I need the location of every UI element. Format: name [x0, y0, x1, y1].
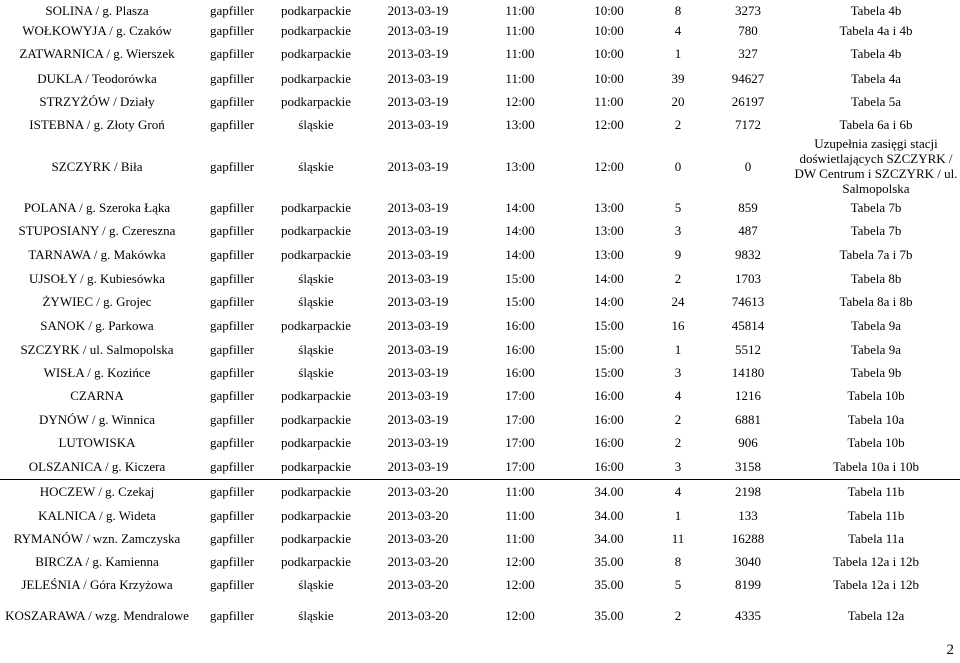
location-cell: WOŁKOWYJA / g. Czaków — [22, 22, 172, 38]
count-cell: 11 — [671, 531, 685, 546]
date-cell: 2013-03-20 — [387, 531, 449, 546]
table-row — [0, 266, 960, 290]
operator-cell: gapfiller — [209, 507, 255, 523]
location-cell: HOCZEW / g. Czekaj — [0, 479, 194, 503]
region-cell: podkarpackie — [280, 411, 352, 427]
time-start-cell: 12:00 — [505, 554, 535, 569]
count-cell: 4 — [674, 22, 682, 38]
table-row — [0, 503, 960, 527]
count-cell: 4 — [652, 479, 704, 503]
population-cell: 74613 — [731, 294, 765, 309]
operator-cell: gapfiller — [209, 458, 255, 474]
table-row — [0, 384, 960, 407]
time-start-cell: 12:00 — [505, 94, 535, 109]
operator-cell: gapfiller — [209, 117, 255, 132]
time-end-cell: 10:00 — [594, 2, 624, 18]
table-row — [0, 596, 960, 634]
region-cell: podkarpackie — [270, 479, 362, 503]
location-cell: JELEŚNIA / Góra Krzyżowa — [21, 577, 173, 592]
operator-cell: gapfiller — [209, 365, 255, 380]
date-cell: 2013-03-19 — [387, 411, 449, 427]
region-cell: podkarpackie — [280, 22, 352, 38]
note-cell: Tabela 8b — [850, 270, 902, 286]
operator-cell: gapfiller — [209, 554, 255, 569]
time-start-cell: 17:00 — [505, 411, 535, 427]
time-end-cell: 12:00 — [594, 158, 624, 174]
region-cell: podkarpackie — [280, 199, 352, 215]
operator-cell: gapfiller — [209, 317, 255, 333]
time-start-cell: 11:00 — [474, 479, 566, 503]
operator-cell: gapfiller — [209, 158, 255, 174]
population-cell: 859 — [738, 199, 758, 215]
operator-cell: gapfiller — [209, 94, 255, 109]
region-cell: podkarpackie — [280, 94, 352, 109]
operator-cell: gapfiller — [209, 341, 255, 357]
table-row — [0, 550, 960, 573]
location-cell: CZARNA — [70, 388, 124, 403]
population-cell: 0 — [744, 158, 752, 174]
time-end-cell: 34.00 — [594, 507, 624, 523]
date-cell: 2013-03-19 — [387, 94, 449, 109]
population-cell: 487 — [738, 222, 758, 238]
operator-cell: gapfiller — [209, 411, 255, 427]
region-cell: śląskie — [298, 577, 334, 592]
region-cell: podkarpackie — [280, 435, 352, 450]
location-cell: OLSZANICA / g. Kiczera — [28, 458, 166, 474]
table-row — [0, 527, 960, 550]
date-cell: 2013-03-19 — [387, 2, 449, 18]
note-cell: Tabela 11a — [848, 531, 904, 546]
note-cell: Tabela 9a — [851, 341, 901, 357]
location-cell: DUKLA / Teodorówka — [37, 70, 157, 86]
population-cell: 94627 — [731, 70, 765, 86]
table-row — [0, 454, 960, 479]
population-cell: 4335 — [735, 607, 761, 623]
time-end-cell: 14:00 — [594, 270, 624, 286]
region-cell: podkarpackie — [280, 531, 352, 546]
count-cell: 2 — [674, 270, 682, 286]
note-cell: Tabela 10b — [847, 388, 905, 403]
location-cell: KOSZARAWA / wzg. Mendralowe — [5, 607, 189, 623]
table-row — [0, 573, 960, 596]
count-cell: 5 — [674, 199, 682, 215]
date-cell: 2013-03-19 — [387, 222, 449, 238]
location-cell: POLANA / g. Szeroka Łąka — [23, 199, 171, 215]
time-start-cell: 16:00 — [505, 365, 535, 380]
count-cell: 4 — [674, 388, 682, 403]
count-cell: 2 — [674, 435, 682, 450]
region-cell: podkarpackie — [280, 246, 352, 262]
date-cell: 2013-03-20 — [387, 577, 449, 592]
count-cell: 1 — [674, 341, 682, 357]
operator-cell: gapfiller — [209, 435, 255, 450]
population-cell: 327 — [738, 45, 758, 61]
operator-cell: gapfiller — [209, 199, 255, 215]
table-row — [0, 136, 960, 196]
note-cell: Tabela 11b — [792, 479, 960, 503]
date-cell: 2013-03-19 — [387, 341, 449, 357]
operator-cell: gapfiller — [209, 294, 255, 309]
count-cell: 2 — [674, 411, 682, 427]
time-end-cell: 14:00 — [594, 294, 624, 309]
region-cell: śląskie — [298, 365, 334, 380]
note-cell: Tabela 6a i 6b — [839, 117, 913, 132]
time-start-cell: 11:00 — [505, 507, 535, 523]
date-cell: 2013-03-19 — [387, 246, 449, 262]
region-cell: podkarpackie — [280, 2, 352, 18]
date-cell: 2013-03-19 — [387, 45, 449, 61]
time-start-cell: 11:00 — [505, 45, 535, 61]
time-start-cell: 17:00 — [505, 458, 535, 474]
time-start-cell: 13:00 — [505, 117, 535, 132]
time-start-cell: 17:00 — [505, 435, 535, 450]
note-cell: Tabela 7a i 7b — [839, 246, 913, 262]
count-cell: 8 — [674, 2, 682, 18]
time-end-cell: 15:00 — [594, 365, 624, 380]
time-start-cell: 12:00 — [505, 577, 535, 592]
time-start-cell: 16:00 — [505, 341, 535, 357]
time-end-cell: 16:00 — [594, 458, 624, 474]
note-cell: Tabela 4b — [850, 45, 902, 61]
count-cell: 20 — [671, 94, 685, 109]
operator-cell: gapfiller — [209, 246, 255, 262]
population-cell: 3158 — [735, 458, 761, 474]
date-cell: 2013-03-19 — [387, 117, 449, 132]
note-cell: Tabela 4a i 4b — [839, 22, 913, 38]
population-cell: 1216 — [735, 388, 761, 403]
date-cell: 2013-03-19 — [387, 435, 449, 450]
region-cell: podkarpackie — [280, 507, 352, 523]
table-row — [0, 218, 960, 242]
date-cell: 2013-03-20 — [387, 554, 449, 569]
location-cell: WISŁA / g. Kozińce — [43, 365, 151, 380]
count-cell: 2 — [674, 607, 682, 623]
operator-cell: gapfiller — [209, 70, 255, 86]
location-cell: RYMANÓW / wzn. Zamczyska — [13, 531, 181, 546]
population-cell: 9832 — [735, 246, 761, 262]
note-cell: Tabela 10b — [847, 435, 905, 450]
table-row — [0, 66, 960, 90]
time-end-cell: 12:00 — [594, 117, 624, 132]
time-end-cell: 13:00 — [594, 199, 624, 215]
time-start-cell: 11:00 — [505, 22, 535, 38]
population-cell: 3273 — [735, 2, 761, 18]
time-start-cell: 11:00 — [505, 531, 535, 546]
table-row — [0, 431, 960, 454]
count-cell: 24 — [671, 294, 685, 309]
date-cell: 2013-03-19 — [387, 388, 449, 403]
region-cell: podkarpackie — [280, 458, 352, 474]
location-cell: SOLINA / g. Plasza — [45, 2, 149, 18]
time-end-cell: 13:00 — [594, 246, 624, 262]
date-cell: 2013-03-19 — [387, 22, 449, 38]
population-cell: 6881 — [735, 411, 761, 427]
location-cell: ŻYWIEC / g. Grojec — [42, 294, 152, 309]
population-cell: 5512 — [735, 341, 761, 357]
note-cell: Tabela 12a i 12b — [832, 554, 920, 569]
note-cell: Tabela 10a i 10b — [832, 458, 920, 474]
population-cell: 780 — [738, 22, 758, 38]
table-row — [0, 0, 960, 20]
note-cell: Tabela 4a — [851, 70, 901, 86]
date-cell: 2013-03-19 — [387, 365, 449, 380]
time-start-cell: 17:00 — [505, 388, 535, 403]
operator-cell: gapfiller — [209, 2, 255, 18]
count-cell: 16 — [671, 317, 685, 333]
time-start-cell: 14:00 — [505, 199, 535, 215]
region-cell: śląskie — [298, 341, 334, 357]
count-cell: 1 — [674, 45, 682, 61]
note-cell: Tabela 5a — [851, 94, 901, 109]
operator-cell: gapfiller — [209, 222, 255, 238]
location-cell: STUPOSIANY / g. Czereszna — [18, 222, 176, 238]
population-cell: 133 — [738, 507, 758, 523]
date-cell: 2013-03-19 — [387, 70, 449, 86]
time-end-cell: 15:00 — [594, 317, 624, 333]
count-cell: 8 — [674, 554, 682, 569]
count-cell: 1 — [674, 507, 682, 523]
population-cell: 7172 — [735, 117, 761, 132]
date-cell: 2013-03-19 — [387, 458, 449, 474]
time-end-cell: 34.00 — [594, 531, 624, 546]
population-cell: 8199 — [735, 577, 761, 592]
table-row — [0, 361, 960, 384]
note-cell: Tabela 12a i 12b — [832, 577, 920, 592]
date-cell: 2013-03-19 — [387, 294, 449, 309]
time-end-cell: 13:00 — [594, 222, 624, 238]
time-end-cell: 35.00 — [594, 607, 624, 623]
time-end-cell: 16:00 — [594, 388, 624, 403]
location-cell: STRZYŻÓW / Działy — [39, 94, 155, 109]
location-cell: UJSOŁY / g. Kubiesówka — [28, 270, 165, 286]
note-cell: Tabela 9a — [851, 317, 901, 333]
location-cell: BIRCZA / g. Kamienna — [35, 554, 159, 569]
note-cell: Uzupełnia zasięgi stacji doświetlających SZCZYRK / DW Centrum i SZCZYRK / ul. Salmopolska — [794, 136, 958, 196]
date-cell: 2013-03-19 — [387, 158, 449, 174]
operator-cell: gapfiller — [209, 577, 255, 592]
population-cell: 45814 — [731, 317, 765, 333]
location-cell: SANOK / g. Parkowa — [40, 317, 154, 333]
time-start-cell: 11:00 — [505, 2, 535, 18]
count-cell: 3 — [674, 365, 682, 380]
region-cell: śląskie — [298, 158, 334, 174]
operator-cell: gapfiller — [209, 607, 255, 623]
time-start-cell: 12:00 — [505, 607, 535, 623]
operator-cell: gapfiller — [209, 270, 255, 286]
time-end-cell: 10:00 — [594, 70, 624, 86]
region-cell: podkarpackie — [280, 45, 352, 61]
page-number: 2 — [946, 642, 954, 658]
operator-cell: gapfiller — [209, 22, 255, 38]
location-cell: SZCZYRK / Biła — [51, 158, 143, 174]
region-cell: śląskie — [298, 117, 334, 132]
date-cell: 2013-03-20 — [387, 607, 449, 623]
operator-cell: gapfiller — [209, 531, 255, 546]
location-cell: KALNICA / g. Wideta — [38, 507, 156, 523]
operator-cell: gapfiller — [194, 479, 270, 503]
count-cell: 2 — [674, 117, 682, 132]
count-cell: 3 — [674, 458, 682, 474]
time-start-cell: 15:00 — [505, 270, 535, 286]
time-end-cell: 15:00 — [594, 341, 624, 357]
count-cell: 5 — [674, 577, 682, 592]
table-row — [0, 313, 960, 337]
time-end-cell: 16:00 — [594, 435, 624, 450]
date-cell: 2013-03-19 — [387, 270, 449, 286]
time-start-cell: 14:00 — [505, 246, 535, 262]
time-start-cell: 15:00 — [505, 294, 535, 309]
time-start-cell: 11:00 — [505, 70, 535, 86]
population-cell: 1703 — [735, 270, 761, 286]
count-cell: 0 — [674, 158, 682, 174]
date-cell: 2013-03-20 — [362, 479, 474, 503]
table-row — [0, 242, 960, 266]
count-cell: 39 — [671, 70, 685, 86]
note-cell: Tabela 7b — [850, 199, 902, 215]
population-cell: 906 — [738, 435, 758, 450]
table-row — [0, 479, 960, 503]
operator-cell: gapfiller — [209, 45, 255, 61]
table-row — [0, 407, 960, 431]
time-start-cell: 13:00 — [505, 158, 535, 174]
location-cell: LUTOWISKA — [58, 435, 136, 450]
time-end-cell: 35.00 — [594, 577, 624, 592]
note-cell: Tabela 11b — [847, 507, 905, 523]
region-cell: podkarpackie — [280, 222, 352, 238]
table-row — [0, 290, 960, 313]
note-cell: Tabela 10a — [847, 411, 905, 427]
table-row — [0, 90, 960, 113]
time-end-cell: 16:00 — [594, 411, 624, 427]
region-cell: śląskie — [298, 270, 334, 286]
date-cell: 2013-03-20 — [387, 507, 449, 523]
location-cell: SZCZYRK / ul. Salmopolska — [20, 341, 174, 357]
location-cell: TARNAWA / g. Makówka — [28, 246, 166, 262]
region-cell: podkarpackie — [280, 554, 352, 569]
location-cell: ISTEBNA / g. Złoty Groń — [29, 117, 165, 132]
location-cell: DYNÓW / g. Winnica — [39, 411, 155, 427]
time-end-cell: 11:00 — [594, 94, 624, 109]
population-cell: 26197 — [731, 94, 765, 109]
population-cell: 14180 — [731, 365, 765, 380]
table-row — [0, 20, 960, 40]
note-cell: Tabela 12a — [847, 607, 905, 623]
time-start-cell: 14:00 — [505, 222, 535, 238]
table-row — [0, 196, 960, 218]
table-row — [0, 337, 960, 361]
date-cell: 2013-03-19 — [387, 317, 449, 333]
region-cell: podkarpackie — [280, 317, 352, 333]
population-cell: 2198 — [704, 479, 792, 503]
note-cell: Tabela 8a i 8b — [839, 294, 913, 309]
time-end-cell: 10:00 — [594, 45, 624, 61]
population-cell: 16288 — [731, 531, 765, 546]
table-row — [0, 113, 960, 136]
note-cell: Tabela 9b — [850, 365, 902, 380]
population-cell: 3040 — [735, 554, 761, 569]
region-cell: podkarpackie — [280, 70, 352, 86]
time-start-cell: 16:00 — [505, 317, 535, 333]
time-end-cell: 35.00 — [594, 554, 624, 569]
operator-cell: gapfiller — [209, 388, 255, 403]
count-cell: 3 — [674, 222, 682, 238]
region-cell: śląskie — [298, 294, 334, 309]
date-cell: 2013-03-19 — [387, 199, 449, 215]
location-cell: ZATWARNICA / g. Wierszek — [19, 45, 175, 61]
note-cell: Tabela 4b — [850, 2, 902, 18]
table-row — [0, 40, 960, 66]
region-cell: śląskie — [298, 607, 334, 623]
region-cell: podkarpackie — [280, 388, 352, 403]
count-cell: 9 — [674, 246, 682, 262]
time-end-cell: 10:00 — [594, 22, 624, 38]
time-end-cell: 34.00 — [566, 479, 652, 503]
note-cell: Tabela 7b — [850, 222, 902, 238]
